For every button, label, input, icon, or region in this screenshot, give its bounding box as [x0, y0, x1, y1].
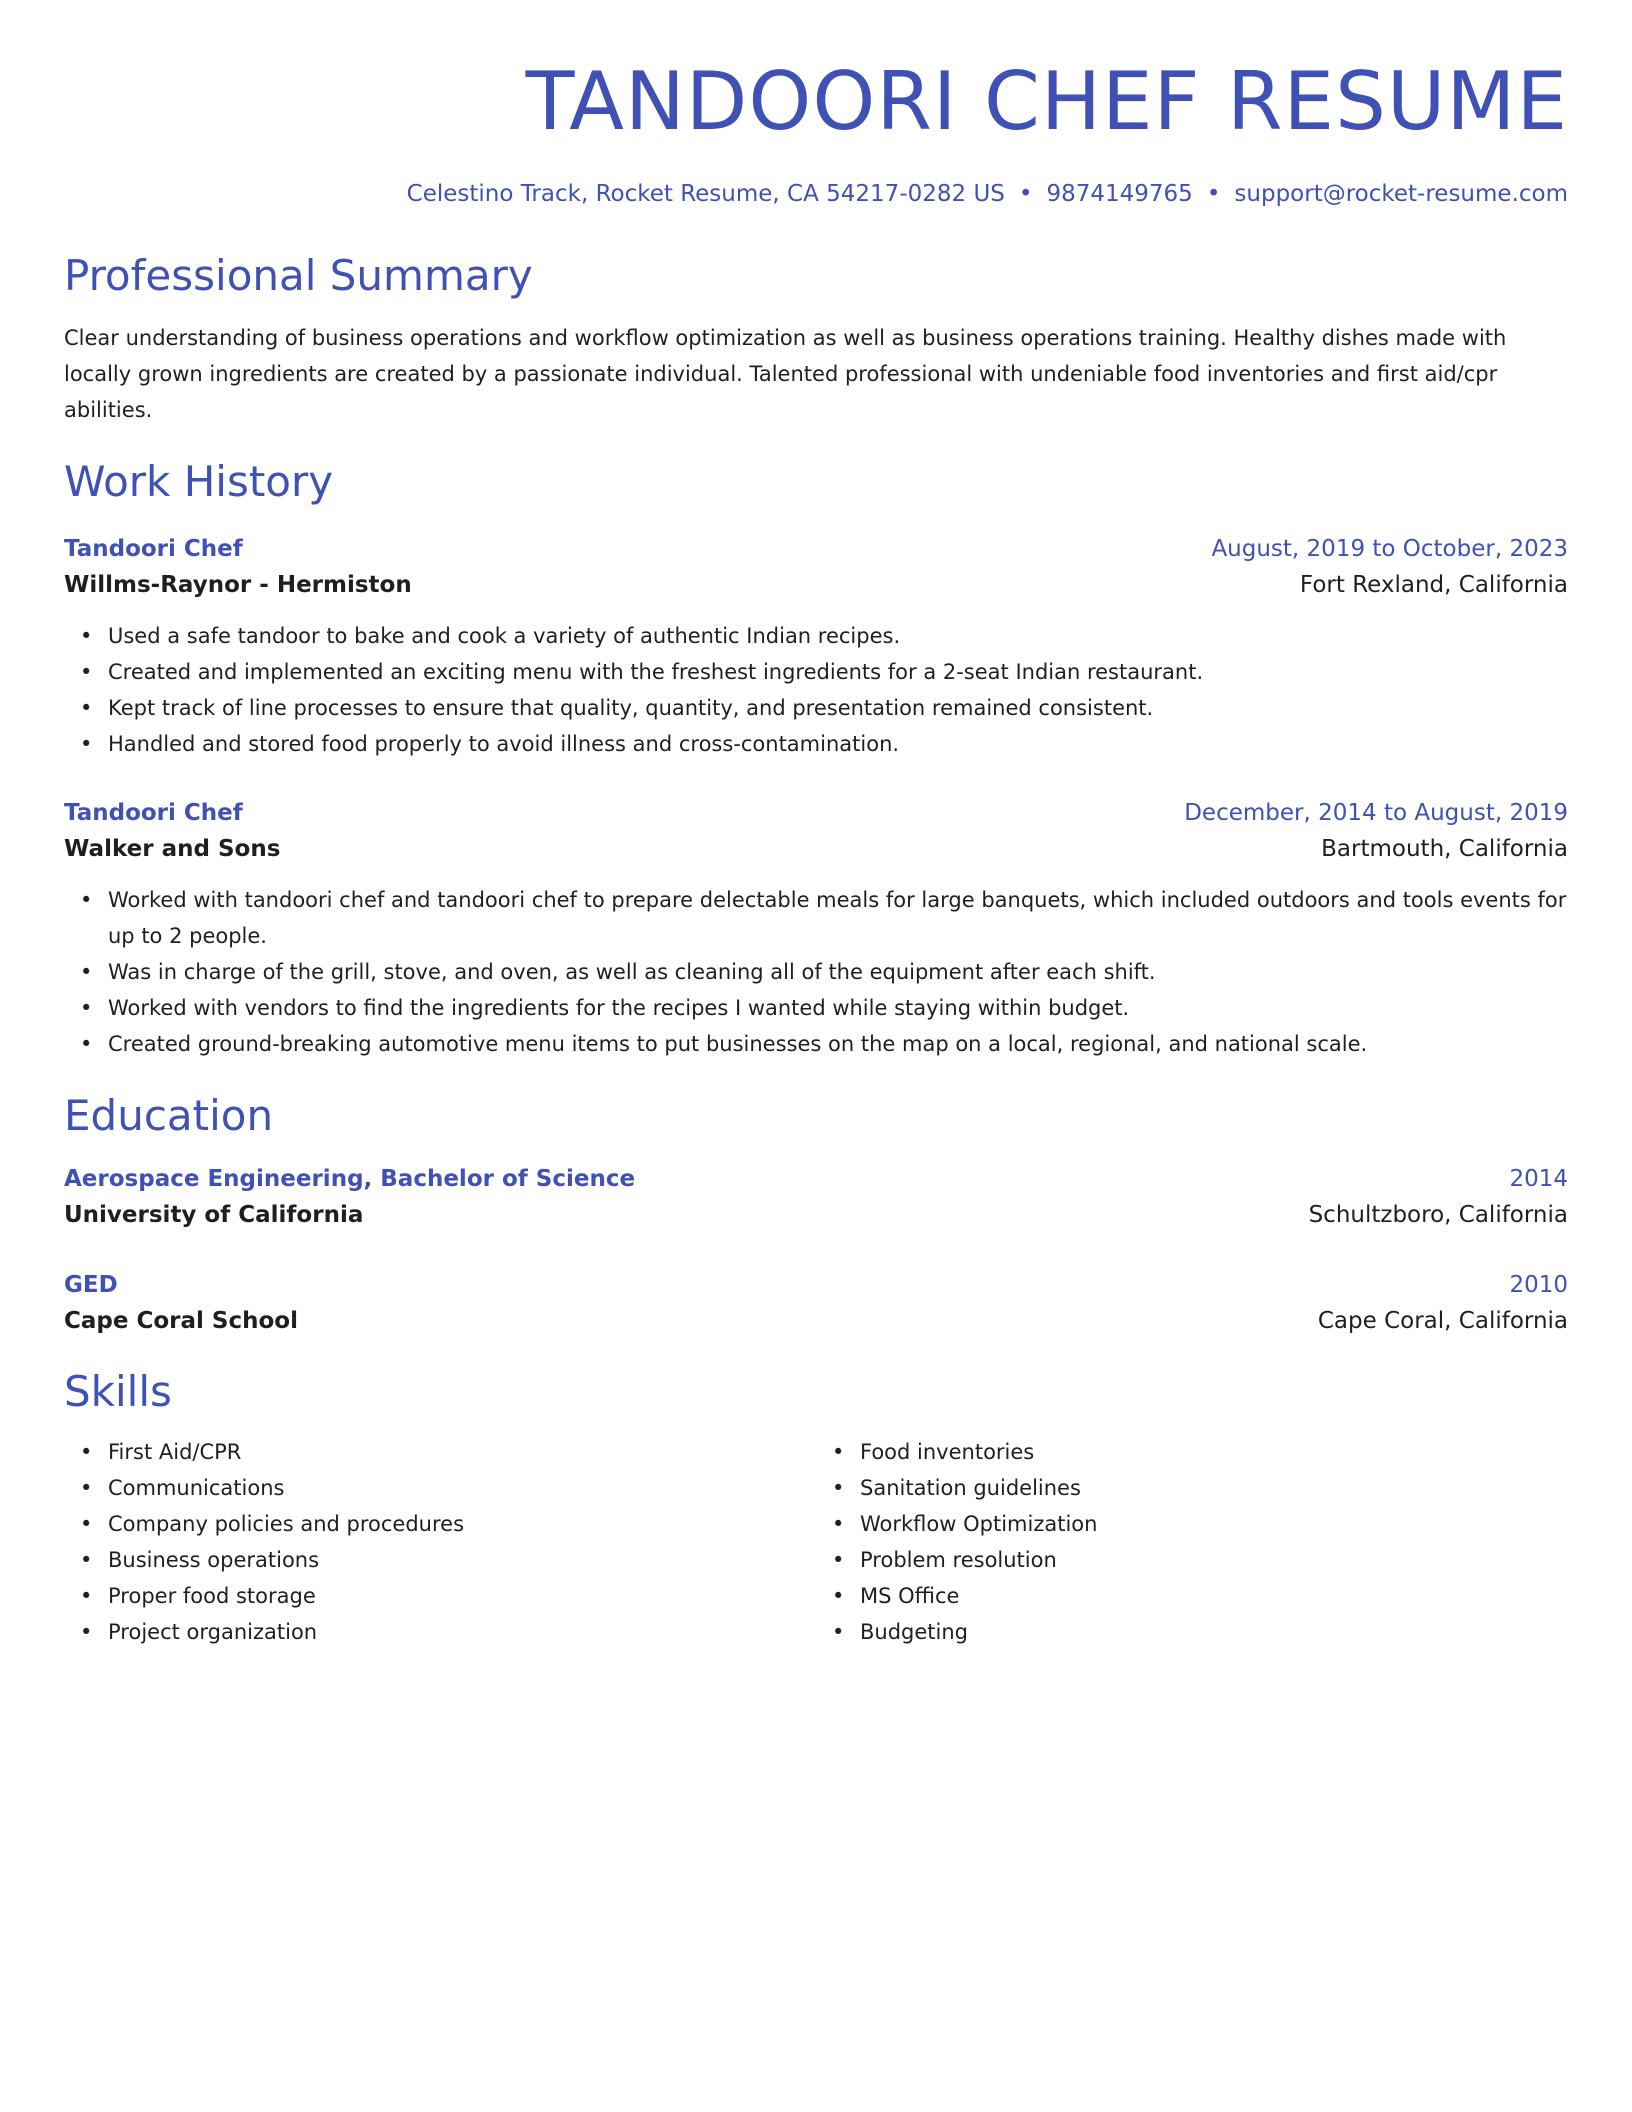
skill-item: • MS Office [832, 1584, 960, 1608]
work-entry [64, 532, 1568, 762]
job-company: Walker and Sons [64, 836, 281, 862]
job-bullet: • Worked with tandoori chef and tandoori chef to prepare delectable meals for large banquets, which included outdoors and tools events for up to 2 people. [80, 888, 1567, 948]
contact-email: support@rocket-resume.com [1234, 181, 1568, 207]
job-dates: December, 2014 to August, 2019 [1184, 800, 1568, 826]
education-heading: Education [64, 1091, 274, 1140]
skill-item: • Sanitation guidelines [832, 1476, 1081, 1500]
contact-phone: 9874149765 [1046, 181, 1193, 207]
job-company: Willms-Raynor - Hermiston [64, 572, 412, 598]
skills-heading: Skills [64, 1367, 172, 1416]
education-entry [64, 1162, 1568, 1234]
skill-item: • Workflow Optimization [832, 1512, 1098, 1536]
job-bullets [64, 618, 1568, 762]
job-bullet: • Kept track of line processes to ensure that quality, quantity, and presentation remained consistent. [80, 696, 1154, 720]
skill-item: • Proper food storage [80, 1584, 316, 1608]
skill-item: • First Aid/CPR [80, 1440, 242, 1464]
skill-item: • Problem resolution [832, 1548, 1057, 1572]
work-entry-subheader [64, 566, 1568, 604]
summary-text: Clear understanding of business operations and workflow optimization as well as business operations training. Healthy dishes made with locally grown ingredients are created by a passionate individual. Talented professional with undeniable food inventories and first aid/cpr abilities. [64, 326, 1507, 422]
job-bullet: • Handled and stored food properly to avoid illness and cross-contamination. [80, 732, 900, 756]
work-history-heading: Work History [64, 457, 334, 506]
skill-item: • Budgeting [832, 1620, 969, 1644]
contact-address: Celestino Track, Rocket Resume, CA 54217-0282 US [406, 181, 1005, 207]
education-location: Cape Coral, California [1317, 1308, 1568, 1334]
education-year: 2010 [1509, 1272, 1568, 1298]
skills-grid [64, 1434, 1568, 1650]
job-bullets [64, 882, 1568, 1062]
education-entry-header [64, 1268, 1568, 1302]
job-dates: August, 2019 to October, 2023 [1211, 536, 1568, 562]
education-school: University of California [64, 1202, 364, 1228]
job-bullet: • Used a safe tandoor to bake and cook a variety of authentic Indian recipes. [80, 624, 901, 648]
skill-item: • Communications [80, 1476, 285, 1500]
work-entry-header [64, 796, 1568, 830]
skills-column-right [816, 1434, 1568, 1650]
work-entry-header [64, 532, 1568, 566]
education-entry-subheader [64, 1196, 1568, 1234]
job-bullet: • Was in charge of the grill, stove, and oven, as well as cleaning all of the equipment after each shift. [80, 960, 1156, 984]
education-entry-header [64, 1162, 1568, 1196]
skill-item: • Business operations [80, 1548, 320, 1572]
education-location: Schultzboro, California [1308, 1202, 1568, 1228]
contact-line [64, 178, 1568, 210]
education-school: Cape Coral School [64, 1308, 298, 1334]
job-location: Fort Rexland, California [1299, 572, 1568, 598]
education-year: 2014 [1509, 1166, 1568, 1192]
education-degree: Aerospace Engineering, Bachelor of Science [64, 1166, 636, 1192]
skill-item: • Company policies and procedures [80, 1512, 465, 1536]
skills-list [816, 1434, 1568, 1650]
work-entry-subheader [64, 830, 1568, 868]
skills-column-left [64, 1434, 816, 1650]
job-bullet: • Created and implemented an exciting menu with the freshest ingredients for a 2-seat Indian restaurant. [80, 660, 1204, 684]
skill-item: • Food inventories [832, 1440, 1035, 1464]
job-title: Tandoori Chef [64, 536, 243, 562]
job-location: Bartmouth, California [1321, 836, 1568, 862]
job-bullet: • Worked with vendors to find the ingredients for the recipes I wanted while staying within budget. [80, 996, 1130, 1020]
education-degree: GED [64, 1272, 118, 1298]
work-entry [64, 796, 1568, 1062]
job-bullet: • Created ground-breaking automotive menu items to put businesses on the map on a local, regional, and national scale. [80, 1032, 1368, 1056]
job-title: Tandoori Chef [64, 800, 243, 826]
skill-item: • Project organization [80, 1620, 318, 1644]
summary-heading: Professional Summary [64, 251, 533, 300]
resume-title: TANDOORI CHEF RESUME [525, 55, 1568, 148]
education-entry [64, 1268, 1568, 1340]
contact-separator: • [1018, 181, 1033, 207]
education-entry-subheader [64, 1302, 1568, 1340]
contact-separator: • [1206, 181, 1221, 207]
skills-list [64, 1434, 816, 1650]
